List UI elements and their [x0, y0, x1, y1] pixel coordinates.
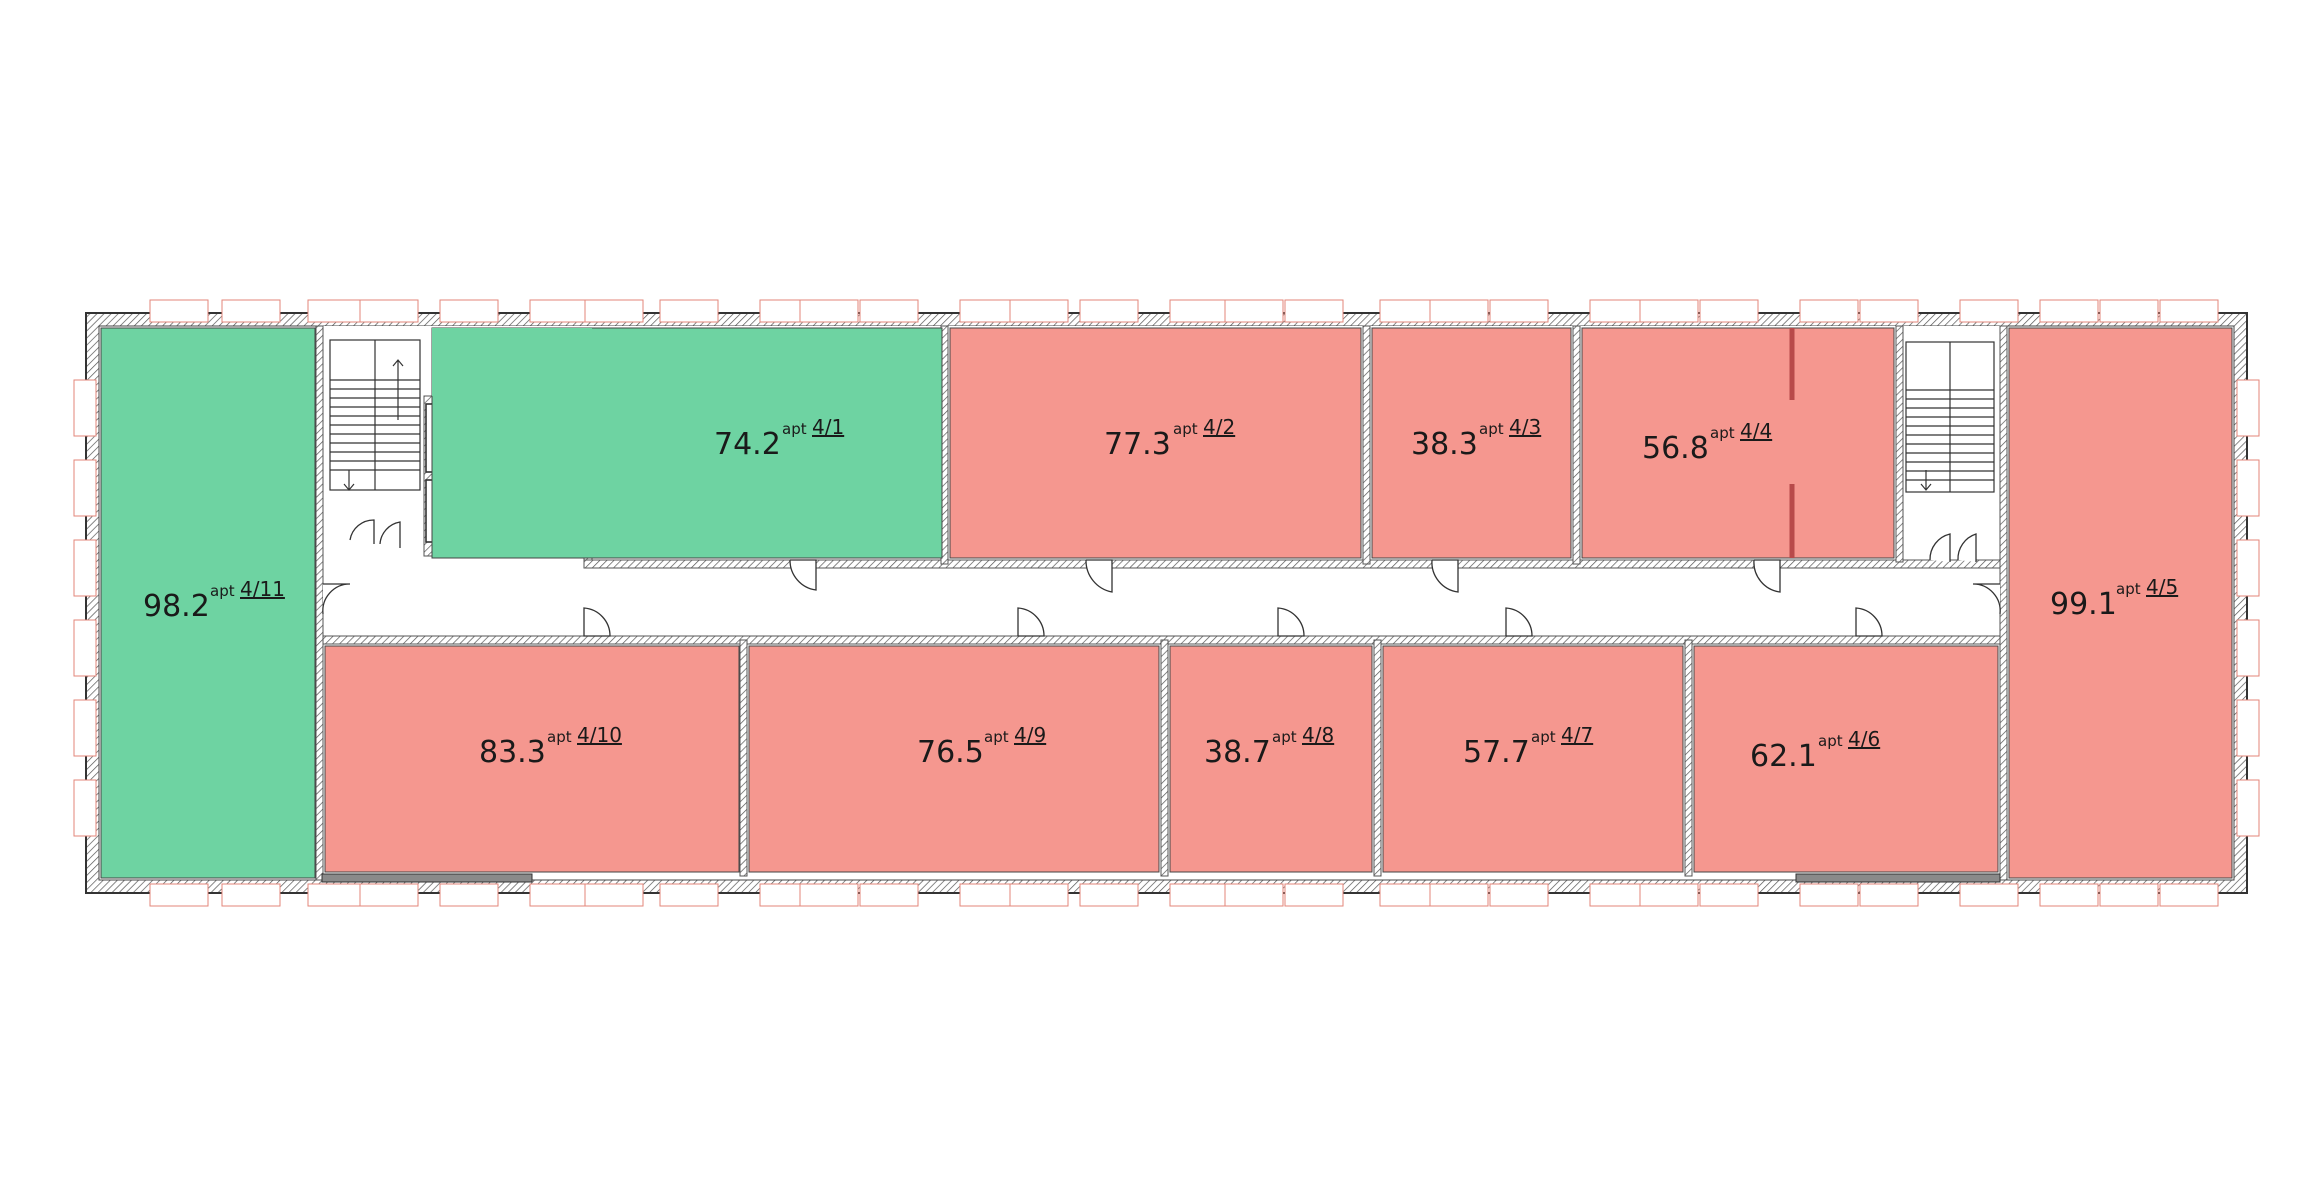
apt-prefix: apt: [1272, 728, 1297, 746]
window: [1590, 300, 1648, 322]
window: [74, 540, 96, 596]
window: [1170, 300, 1228, 322]
window: [150, 300, 208, 322]
window: [2160, 884, 2218, 906]
window: [2160, 300, 2218, 322]
window: [440, 300, 498, 322]
window: [74, 620, 96, 676]
window: [860, 300, 918, 322]
apt-prefix: apt: [1818, 732, 1843, 750]
apt-number: 4/7: [1561, 723, 1594, 747]
area-label: 57.7: [1463, 735, 1530, 770]
window: [1490, 884, 1548, 906]
window: [150, 884, 208, 906]
window: [1010, 300, 1068, 322]
window: [2237, 700, 2259, 756]
apt-number: 4/10: [577, 723, 622, 747]
apt-prefix: apt: [2116, 580, 2141, 598]
window: [1960, 300, 2018, 322]
window: [2040, 300, 2098, 322]
apartment-4-8[interactable]: [1170, 646, 1372, 872]
window: [1285, 300, 1343, 322]
apartment-4-6-area[interactable]: [1694, 646, 1998, 872]
apartment-4-5[interactable]: [2009, 328, 2232, 878]
apt-number: 4/1: [812, 415, 845, 439]
apartment-4-10[interactable]: [325, 646, 739, 872]
window: [530, 300, 588, 322]
window: [2237, 460, 2259, 516]
apt-number: 4/5: [2146, 575, 2179, 599]
window: [1225, 300, 1283, 322]
apt-number: 4/3: [1509, 415, 1542, 439]
window: [1285, 884, 1343, 906]
window: [660, 884, 718, 906]
window: [222, 884, 280, 906]
window: [2040, 884, 2098, 906]
window: [2237, 620, 2259, 676]
apartment-4-4[interactable]: [1582, 328, 1894, 558]
window: [1640, 884, 1698, 906]
window: [2237, 380, 2259, 436]
window: [308, 300, 366, 322]
window: [2237, 540, 2259, 596]
area-label: 62.1: [1750, 739, 1817, 774]
window: [1080, 884, 1138, 906]
area-label: 38.3: [1411, 427, 1478, 462]
window: [440, 884, 498, 906]
apt-prefix: apt: [1531, 728, 1556, 746]
apt-prefix: apt: [1710, 424, 1735, 442]
area-label: 83.3: [479, 735, 546, 770]
window: [1430, 884, 1488, 906]
window: [1960, 884, 2018, 906]
area-label: 99.1: [2050, 587, 2117, 622]
stairs-left: [330, 340, 420, 490]
apartment-4-6[interactable]: [1694, 646, 1998, 872]
area-label: 76.5: [917, 735, 984, 770]
stairs-right: [1906, 342, 1994, 492]
window: [1490, 300, 1548, 322]
window: [1700, 884, 1758, 906]
window: [1380, 884, 1438, 906]
window: [360, 884, 418, 906]
window: [1860, 300, 1918, 322]
window: [530, 884, 588, 906]
window: [585, 300, 643, 322]
apartment-4-9[interactable]: [749, 646, 1159, 872]
area-label: 77.3: [1104, 427, 1171, 462]
area-label: 38.7: [1204, 735, 1271, 770]
apartment-4-7[interactable]: [1383, 646, 1683, 872]
window: [960, 300, 1018, 322]
apartment-4-7-area[interactable]: [1383, 646, 1683, 872]
window: [1800, 884, 1858, 906]
apt-number: 4/8: [1302, 723, 1335, 747]
apt-prefix: apt: [1479, 420, 1504, 438]
apt-number: 4/6: [1848, 727, 1881, 751]
window: [1225, 884, 1283, 906]
window: [308, 884, 366, 906]
window: [1010, 884, 1068, 906]
apt-number: 4/11: [240, 577, 285, 601]
balcony-right: [1796, 874, 2000, 882]
window: [74, 700, 96, 756]
window: [1170, 884, 1228, 906]
window: [74, 460, 96, 516]
window: [1430, 300, 1488, 322]
window: [585, 884, 643, 906]
apt-prefix: apt: [1173, 420, 1198, 438]
window: [1590, 884, 1648, 906]
window: [860, 884, 918, 906]
window: [1700, 300, 1758, 322]
window: [1640, 300, 1698, 322]
window: [800, 300, 858, 322]
window: [222, 300, 280, 322]
area-label: 98.2: [143, 589, 210, 624]
apartment-4-11[interactable]: [101, 328, 315, 878]
apartment-4-4-area[interactable]: [1582, 328, 1894, 558]
apartment-4-2[interactable]: [950, 328, 1361, 558]
apt-prefix: apt: [210, 582, 235, 600]
window: [2100, 300, 2158, 322]
apt-prefix: apt: [984, 728, 1009, 746]
window: [74, 780, 96, 836]
apartment-4-8-area[interactable]: [1170, 646, 1372, 872]
window: [2100, 884, 2158, 906]
window: [1800, 300, 1858, 322]
apartment-4-1[interactable]: [432, 328, 942, 558]
window: [960, 884, 1018, 906]
apt-number: 4/9: [1014, 723, 1047, 747]
window: [1080, 300, 1138, 322]
apt-number: 4/4: [1740, 419, 1773, 443]
apt-prefix: apt: [782, 420, 807, 438]
apt-number: 4/2: [1203, 415, 1236, 439]
window: [660, 300, 718, 322]
balcony-left: [322, 874, 532, 882]
window: [800, 884, 858, 906]
window: [360, 300, 418, 322]
area-label: 74.2: [714, 427, 781, 462]
apt-prefix: apt: [547, 728, 572, 746]
window: [1860, 884, 1918, 906]
window: [1380, 300, 1438, 322]
window: [2237, 780, 2259, 836]
apartment-4-3[interactable]: [1372, 328, 1571, 558]
window: [74, 380, 96, 436]
apartment-4-5-area[interactable]: [2009, 328, 2232, 878]
area-label: 56.8: [1642, 431, 1709, 466]
